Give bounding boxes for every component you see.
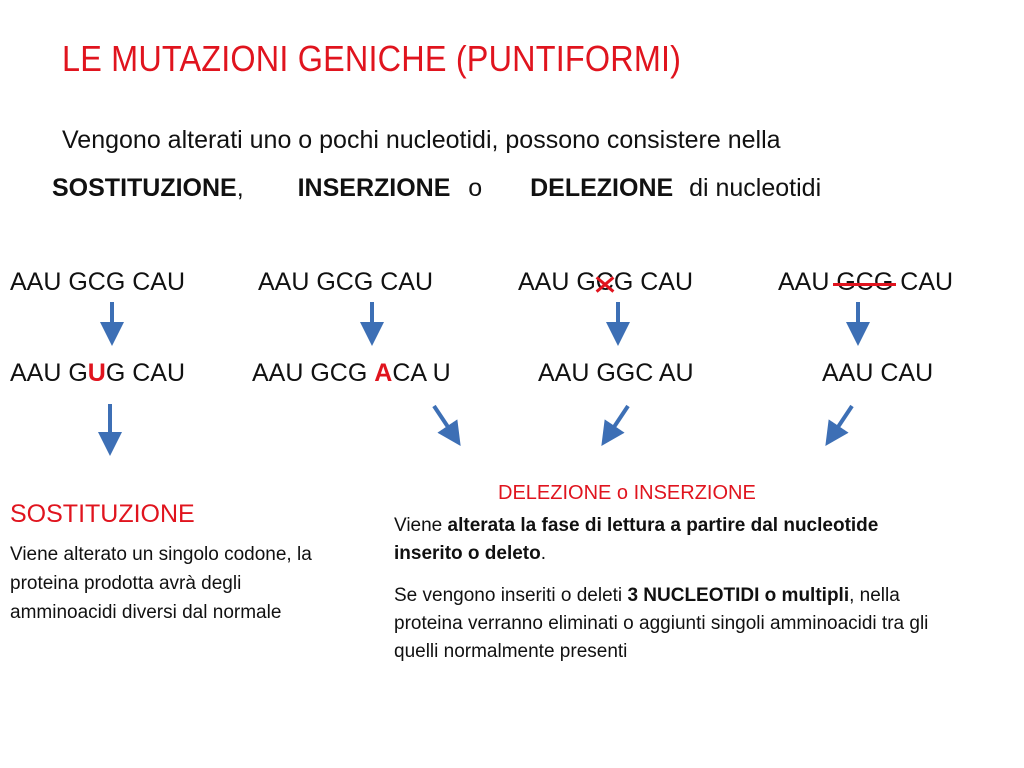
example-2-original: AAU GCG CAU [258,268,434,296]
term-sostituzione: SOSTITUZIONE [52,174,237,202]
inserted-nucleotide: A [374,359,393,387]
intro-comma: , [236,174,244,202]
term-delezione: DELEZIONE [530,174,674,202]
delezione-p1-pre: Viene [394,515,448,536]
example-2-mutated-pre: AAU GCG [252,359,375,387]
delezione-p2-pre: Se vengono inseriti o deleti [394,585,628,606]
delezione-p1-post: . [540,543,547,564]
example-1-mutated-post: G CAU [105,359,186,387]
deleted-codon-strike: GCG [836,268,894,296]
example-4-original-post: CAU [893,268,954,296]
example-1-original: AAU GCG CAU [10,268,186,296]
example-3-original-pre: AAU G [518,268,596,296]
example-4-mutated: AAU CAU [822,359,934,387]
sostituzione-heading: SOSTITUZIONE [10,500,195,528]
example-2-mutated-post: CA U [392,359,451,387]
delezione-paragraph-1 [394,512,934,568]
term-inserzione: INSERZIONE [297,174,451,202]
delezione-paragraph-2 [394,582,934,666]
arrow-diag-4b [832,406,852,436]
example-3-original-post: G CAU [613,268,694,296]
arrow-diag-3b [608,406,628,436]
delezione-heading: DELEZIONE o INSERZIONE [498,482,756,504]
example-4-original-pre: AAU [778,268,837,296]
substituted-nucleotide: U [87,359,106,387]
delezione-p2-post: , nella proteina verranno eliminati o aggiunti singoli amminoacidi tra gli quelli normalmente presenti [394,585,929,662]
delezione-p1-bold: alterata la fase di lettura a partire dal nucleotide inserito o deleto [394,515,879,564]
intro-line-1: Vengono alterati uno o pochi nucleotidi, possono consistere nella [62,126,781,154]
sostituzione-description: Viene alterato un singolo codone, la proteina prodotta avrà degli amminoacidi diversi dal normale [10,544,312,623]
deleted-nucleotide-mark: C [595,268,614,296]
example-1-mutated-pre: AAU G [10,359,88,387]
arrow-diag-2b [434,406,454,436]
intro-tail: di nucleotidi [689,174,822,202]
page-title: LE MUTAZIONI GENICHE (PUNTIFORMI) [62,38,682,79]
example-3-mutated: AAU GGC AU [538,359,694,387]
delezione-p2-bold: 3 NUCLEOTIDI o multipli [627,585,850,606]
intro-or: o [468,174,483,202]
